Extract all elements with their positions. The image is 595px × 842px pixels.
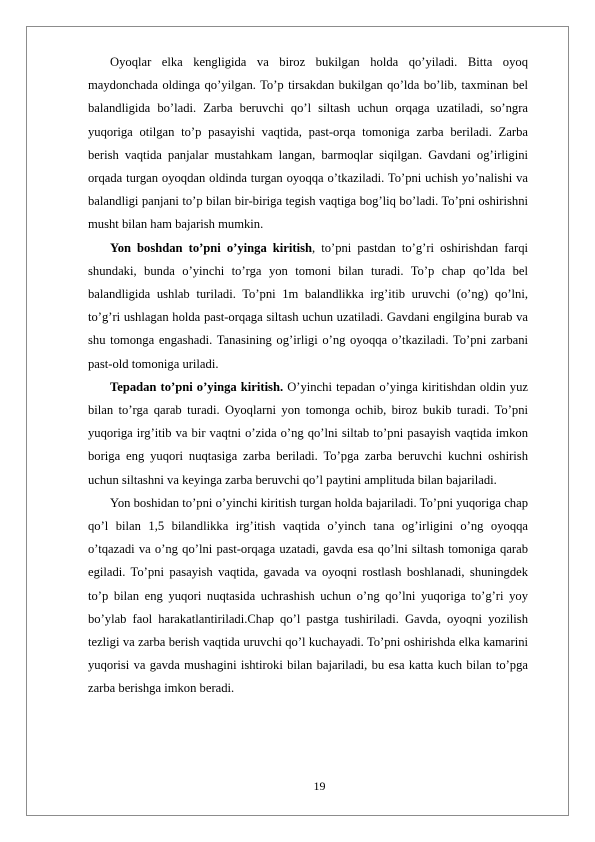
page-number: 19 [313, 779, 326, 793]
paragraph-2-text: , to’pni pastdan to’g’ri oshirishdan farqi shundaki, bunda o’yinchi to’rga yon tomoni bilan turadi. To’p chap qo’lda bel balandligida ushlab turiladi. To’pni 1m balandlikka irg’itib uruvchi (o’ng) qo’lni, to’g’ri ushlagan holda past-orqaga siltash uchun uzatiladi. Gavdani engilgina burab va shu tomonga engashadi. Tanasining og’irligi o’ng oyoqqa o’tkaziladi. To’pni zarbani past-old tomoniga uriladi. [88, 240, 528, 371]
paragraph-1-text: Oyoqlar elka kengligida va biroz bukilgan holda qo’yiladi. Bitta oyoq maydonchada oldinga qo’yilgan. To’p tirsakdan bukilgan qo’lda bo’lib, taxminan bel balandligida bo’ladi. Zarba beruvchi qo’l siltash uchun orqaga uzatiladi, so’ngra yuqoriga otilgan to’p pasayishi vaqtida, past-orqa tomoniga zarba beriladi. Zarba berish vaqtida panjalar mustahkam langan, barmoqlar siqilgan. Gavdani og’irligini orqada turgan oyoqdan oldinda turgan oyoqqa o’tkaziladi. To’pni uchish yo’nalishi va balandligi panjani to’p bilan bir-biriga tegish vaqtiga bog’liq bo’ladi. To’pni oshirishni musht bilan ham bajarish mumkin. [88, 55, 528, 232]
paragraph-4 [88, 492, 528, 701]
paragraph-2-lead: Yon boshdan to’pni o’yinga kiritish [110, 240, 312, 255]
paragraph-3-lead: Tepadan to’pni o’yinga kiritish. [110, 379, 284, 394]
paragraph-3-text: O’yinchi tepadan o’yinga kiritishdan oldin yuz bilan to’rga qarab turadi. Oyoqlarni yon tomonga ochib, biroz bukib turadi. To’pni yuqoriga irg’itib va bir vaqtni o’zida o’ng qo’lni siltab to’pni pasayish vaqtida imkon boriga eng yuqori nuqtasiga zarba beriladi. To’pga zarba beruvchi kuchni oshirish uchun siltashni va keyinga zarba beruvchi qo’l paytini amplituda bilan bajariladi. [88, 379, 528, 487]
paragraph-4-text: Yon boshidan to’pni o’yinchi kiritish turgan holda bajariladi. To’pni yuqoriga chap qo’l bilan 1,5 bilandlikka irg’itish vaqtida o’yinch tana og’irligini o’ng oyoqqa o’tqazadi va o’ng qo’lni past-orqaga uzatadi, gavda esa qo’lni siltash tomoniga qarab egiladi. To’pni pasayish vaqtida, gavada va oyoqni rostlash boshlanadi, shuningdek to’p bilan eng yuqori nuqtasida uchrashish uchun o’ng qo’lni yuqoriga to’g’ri yoy bo’ylab faol harakatlantiriladi.Chap qo’l pastga tushiriladi. Gavda, oyoqni yozilish tezligi va zarba berish vaqtida uruvchi qo’l kuchayadi. To’pni oshirishda elka kamarini yuqorisi va gavda mushagini ishtiroki bilan bajariladi, bu esa katta kuch bilan to’pga zarba berishga imkon beradi. [88, 495, 528, 696]
paragraph-1 [88, 51, 528, 237]
paragraph-2 [88, 237, 528, 376]
document-body [88, 51, 528, 701]
paragraph-3 [88, 376, 528, 492]
